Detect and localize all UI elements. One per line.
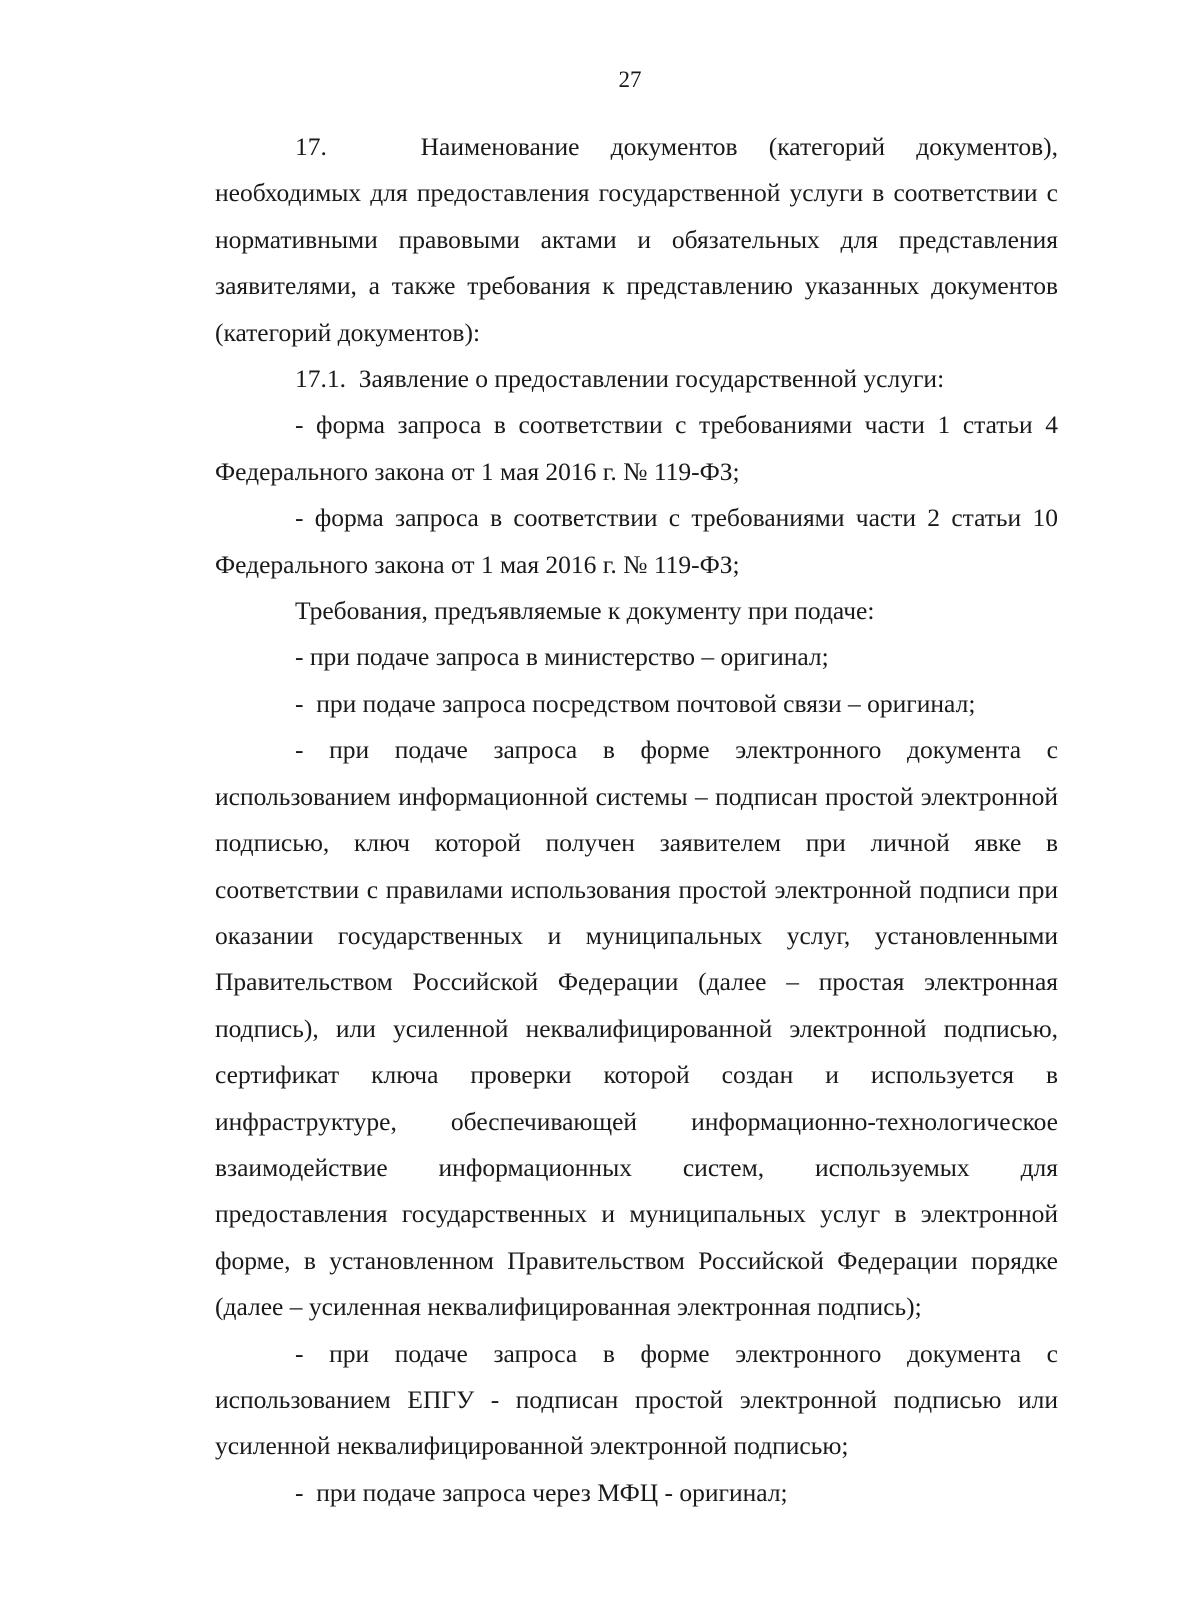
document-body xyxy=(215,124,1058,1516)
list-item-information-system: - при подаче запроса в форме электронного документа с использованием информационной системы – подписан простой электронной подписью, ключ которой получен заявителем при личной явке в соответствии с правилами использования простой электронной подписи при оказании государственных и муниципальных услуг, установленными Правительством Российской Федерации (далее – простая электронная подпись), или усиленной неквалифицированной электронной подписью, сертификат ключа проверки которой создан и используется в инфраструктуре, обеспечивающей информационно-технологическое взаимодействие информационных систем, используемых для предоставления государственных и муниципальных услуг в электронной форме, в установленном Правительством Российской Федерации порядке (далее – усиленная неквалифицированная электронная подпись); xyxy=(215,735,1058,1322)
list-item-ministry: - при подаче запроса в министерство – оригинал; xyxy=(295,642,829,672)
requirements-heading: Требования, предъявляемые к документу при подаче: xyxy=(295,596,875,626)
page-number: 27 xyxy=(618,67,642,92)
section-17-heading: 17. Наименование документов (категорий документов), необходимых для предоставления государственной услуги в соответствии с нормативными правовыми актами и обязательных для представления заявителями, а также требования к представлению указанных документов (категорий документов): xyxy=(215,132,1058,347)
list-item-form-part-2: - форма запроса в соответствии с требованиями части 2 статьи 10 Федерального закона от 1 мая 2016 г. № 119-ФЗ; xyxy=(215,503,1058,579)
item-17-1-application: 17.1. Заявление о предоставлении государственной услуги: xyxy=(295,364,945,394)
list-item-mfc: - при подаче запроса через МФЦ - оригинал; xyxy=(295,1477,788,1507)
list-item-postal: - при подаче запроса посредством почтовой связи – оригинал; xyxy=(295,688,976,718)
list-item-epgu: - при подаче запроса в форме электронного документа с использованием ЕПГУ - подписан простой электронной подписью или усиленной неквалифицированной электронной подписью; xyxy=(215,1338,1058,1461)
list-item-form-part-1: - форма запроса в соответствии с требованиями части 1 статьи 4 Федерального закона от 1 мая 2016 г. № 119-ФЗ; xyxy=(215,410,1058,486)
